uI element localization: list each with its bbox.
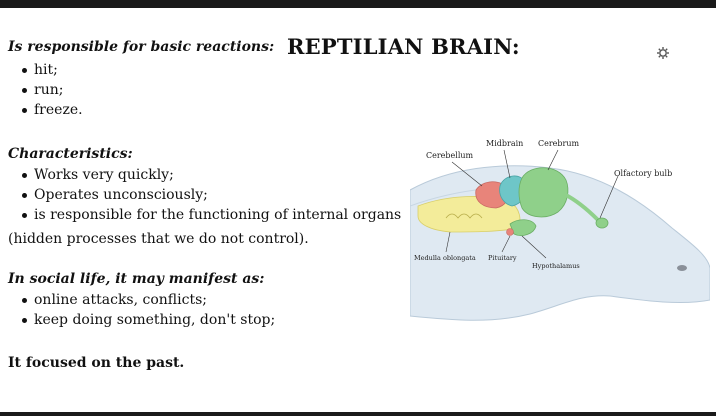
section2-continuation: (hidden processes that we do not control). xyxy=(8,231,309,247)
eye-dot xyxy=(677,265,687,271)
list-item: is responsible for the functioning of internal organs xyxy=(8,205,401,225)
pituitary-region xyxy=(507,229,514,236)
reptilian-brain-diagram xyxy=(410,128,710,328)
olfactory-bulb-label: Olfactory bulb xyxy=(614,169,673,178)
settings-gear-icon xyxy=(656,46,670,60)
section2-heading: Characteristics: xyxy=(8,146,133,162)
slide-title: REPTILIAN BRAIN: xyxy=(287,34,520,59)
cerebrum-label: Cerebrum xyxy=(538,139,580,148)
list-item: online attacks, conflicts; xyxy=(8,290,275,310)
section2-list xyxy=(8,165,401,225)
slide xyxy=(0,8,716,412)
cerebrum-region xyxy=(519,168,568,217)
pituitary-label: Pituitary xyxy=(488,254,517,262)
medulla-oblongata-label: Medulla oblongata xyxy=(414,254,476,262)
hypothalamus-label: Hypothalamus xyxy=(532,262,580,270)
section1-list xyxy=(8,60,83,120)
list-item: Works very quickly; xyxy=(8,165,401,185)
cerebellum-label: Cerebellum xyxy=(426,151,474,160)
list-item: keep doing something, don't stop; xyxy=(8,310,275,330)
section3-heading: In social life, it may manifest as: xyxy=(8,271,265,287)
section3-list xyxy=(8,290,275,330)
list-item: hit; xyxy=(8,60,83,80)
list-item: Operates unconsciously; xyxy=(8,185,401,205)
list-item: freeze. xyxy=(8,100,83,120)
closing-statement: It focused on the past. xyxy=(8,355,185,371)
list-item: run; xyxy=(8,80,83,100)
section1-heading: Is responsible for basic reactions: xyxy=(8,39,275,55)
midbrain-label: Midbrain xyxy=(486,139,524,148)
olfactory-bulb-region xyxy=(596,218,608,228)
